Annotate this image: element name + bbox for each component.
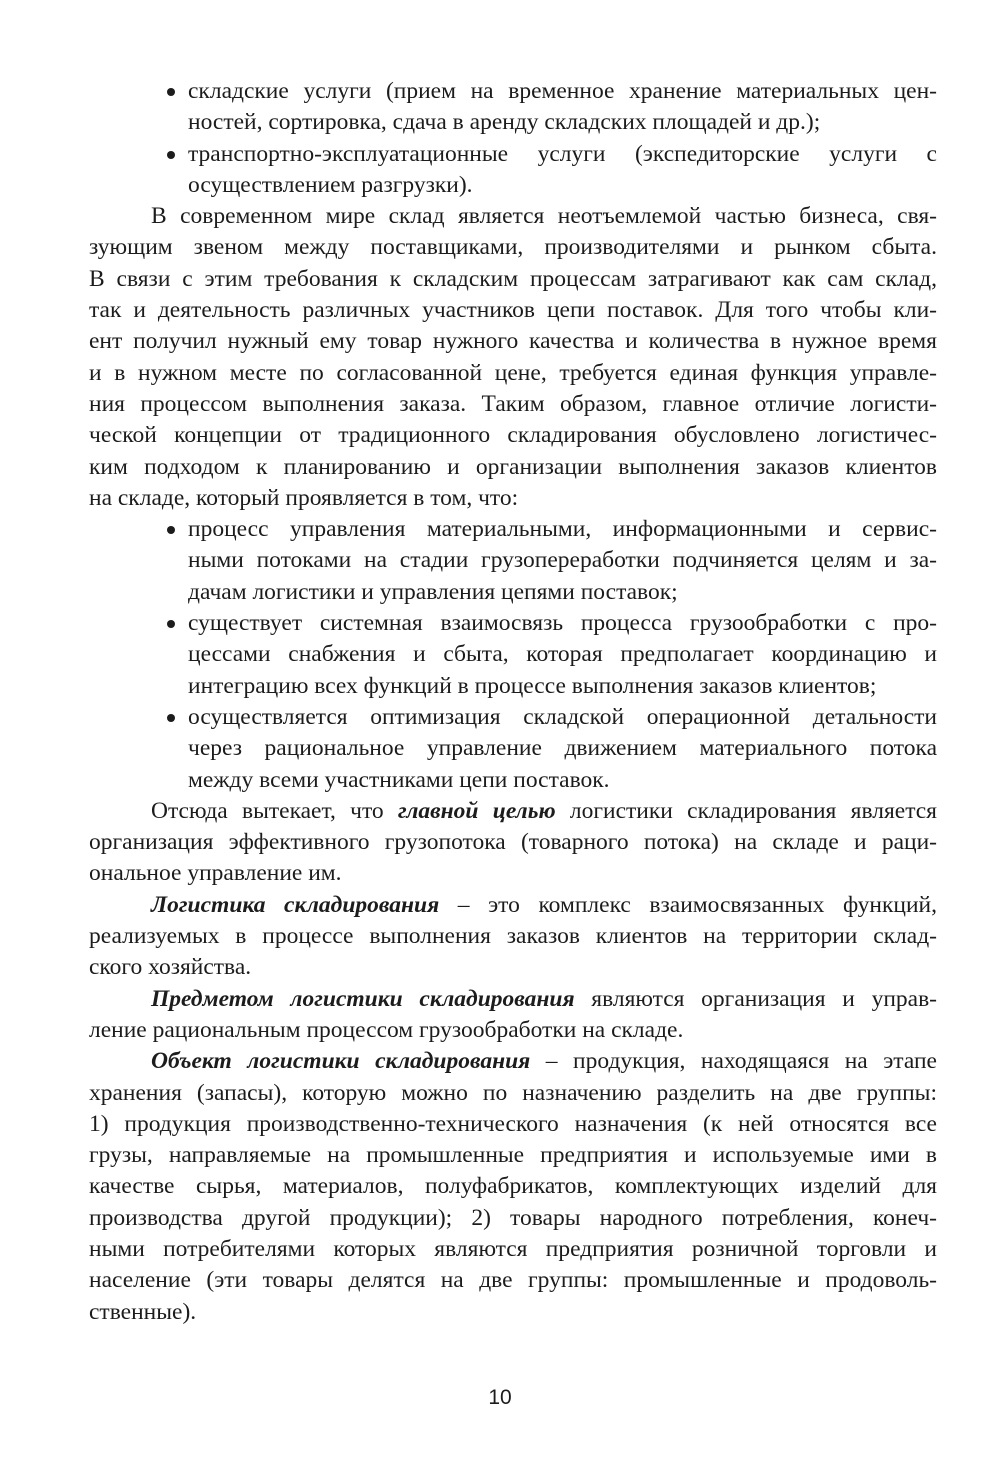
list-item-line: ными потоками на стадии грузопереработки подчиняется целям и за- bbox=[188, 547, 937, 574]
bullet-icon bbox=[167, 151, 175, 159]
bullet-list-features bbox=[89, 514, 937, 796]
paragraph-line: зующим звеном между поставщиками, производителями и рынком сбыта. bbox=[89, 234, 937, 261]
emphasized-term: главной целью bbox=[397, 797, 556, 824]
list-item-line: существует системная взаимосвязь процесса грузообработки с про- bbox=[188, 610, 937, 637]
list-item-line: транспортно-эксплуатационные услуги (экспедиторские услуги с bbox=[188, 140, 937, 167]
paragraph-text: – это комплекс взаимосвязанных функций, bbox=[439, 891, 937, 918]
paragraph-line: качестве сырья, материалов, полуфабрикатов, комплектующих изделий для bbox=[89, 1173, 937, 1200]
bullet-icon bbox=[167, 714, 175, 722]
paragraph-goal bbox=[89, 796, 937, 890]
paragraph-line: производства другой продукции); 2) товары народного потребления, конеч- bbox=[89, 1204, 937, 1231]
paragraph-line: хранения (запасы), которую можно по назначению разделить на две группы: bbox=[89, 1079, 937, 1106]
paragraph-text: являются организация и управ- bbox=[574, 985, 937, 1012]
page-body bbox=[89, 76, 937, 1328]
list-item-line: цессами снабжения и сбыта, которая предполагает координацию и bbox=[188, 641, 937, 668]
defined-term: Логистика складирования bbox=[151, 891, 440, 918]
defined-term: Объект логистики складирования bbox=[151, 1048, 531, 1075]
paragraph-line: и в нужном месте по согласованной цене, требуется единая функция управле- bbox=[89, 359, 937, 386]
page-number: 10 bbox=[488, 1386, 512, 1409]
list-item-line: осуществлением разгрузки). bbox=[188, 171, 473, 198]
paragraph-definition bbox=[89, 890, 937, 984]
paragraph-line: так и деятельность различных участников цепи поставок. Для того чтобы кли- bbox=[89, 297, 937, 324]
paragraph-line: 1) продукция производственно-технического назначения (к ней относятся все bbox=[89, 1110, 937, 1137]
paragraph-line: ким подходом к планированию и организации выполнения заказов клиентов bbox=[89, 453, 937, 480]
list-item-line: процесс управления материальными, информационными и сервис- bbox=[188, 516, 937, 543]
paragraph-line: В связи с этим требования к складским процессам затрагивают как сам склад, bbox=[89, 265, 937, 292]
list-item-line: через рациональное управление движением материального потока bbox=[188, 735, 937, 762]
paragraph-text: логистики складирования является bbox=[555, 797, 937, 824]
defined-term: Предметом логистики складирования bbox=[151, 985, 575, 1012]
paragraph-line: ния процессом выполнения заказа. Таким образом, главное отличие логисти- bbox=[89, 390, 937, 417]
paragraph-line: на складе, который проявляется в том, что: bbox=[89, 484, 519, 511]
bullet-icon bbox=[167, 620, 175, 628]
paragraph-line: ление рациональным процессом грузообработки на складе. bbox=[89, 1016, 684, 1043]
list-item bbox=[163, 76, 937, 139]
paragraph-line: ческой концепции от традиционного складирования обусловлено логистичес- bbox=[89, 422, 937, 449]
paragraph-line: реализуемых в процессе выполнения заказов клиентов на территории склад- bbox=[89, 923, 937, 950]
paragraph-main bbox=[89, 201, 937, 514]
list-item bbox=[163, 514, 937, 608]
paragraph-line: ональное управление им. bbox=[89, 860, 342, 887]
paragraph-line: ными потребителями которых являются предприятия розничной торговли и bbox=[89, 1235, 937, 1262]
list-item-line: складские услуги (прием на временное хранение материальных цен- bbox=[188, 78, 937, 104]
paragraph-text: – продукция, находящаяся на этапе bbox=[530, 1048, 937, 1075]
paragraph-line bbox=[89, 1046, 937, 1077]
paragraph-line: ского хозяйства. bbox=[89, 954, 252, 981]
paragraph-line: В современном мире склад является неотъемлемой частью бизнеса, свя- bbox=[151, 203, 937, 230]
paragraph-text: Отсюда вытекает, что bbox=[151, 797, 398, 824]
list-item bbox=[163, 702, 937, 796]
list-item bbox=[163, 139, 937, 202]
list-item-line: ностей, сортировка, сдача в аренду складских площадей и др.); bbox=[188, 109, 821, 136]
paragraph-line: ственные). bbox=[89, 1298, 197, 1325]
list-item-line: между всеми участниками цепи поставок. bbox=[188, 766, 610, 793]
list-item-line: дачам логистики и управления цепями поставок; bbox=[188, 578, 678, 605]
paragraph-line bbox=[89, 890, 937, 921]
bullet-icon bbox=[167, 526, 175, 534]
list-item bbox=[163, 608, 937, 702]
paragraph-line: грузы, направляемые на промышленные предприятия и используемые ими в bbox=[89, 1142, 937, 1169]
list-item-line: интеграцию всех функций в процессе выполнения заказов клиентов; bbox=[188, 672, 877, 699]
list-item-line: осуществляется оптимизация складской операционной детальности bbox=[188, 703, 937, 730]
bullet-list-services bbox=[89, 76, 937, 201]
bullet-icon bbox=[167, 88, 175, 96]
paragraph-line: население (эти товары делятся на две группы: промышленные и продоволь- bbox=[89, 1267, 937, 1294]
paragraph-object bbox=[89, 1046, 937, 1328]
paragraph-line: ент получил нужный ему товар нужного качества и количества в нужное время bbox=[89, 328, 937, 355]
paragraph-line: организация эффективного грузопотока (товарного потока) на складе и раци- bbox=[89, 829, 937, 856]
paragraph-line bbox=[89, 796, 937, 827]
paragraph-line bbox=[89, 984, 937, 1015]
paragraph-subject bbox=[89, 984, 937, 1047]
